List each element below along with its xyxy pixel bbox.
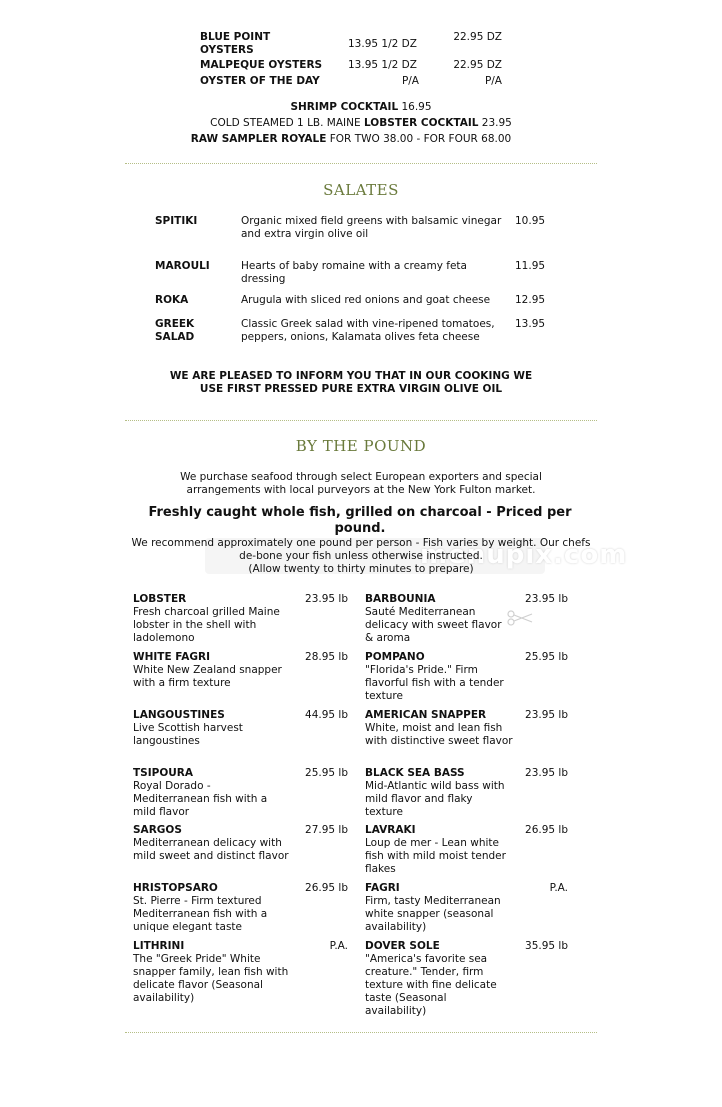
fish-price: 23.95 lb — [525, 767, 568, 779]
fish-name: LOBSTER — [133, 593, 187, 605]
salad-name: SPITIKI — [155, 215, 198, 227]
fish-description: Live Scottish harvest langoustines — [133, 722, 243, 747]
fish-price: 25.95 lb — [525, 651, 568, 663]
oyster-half-price: 13.95 1/2 DZ — [348, 59, 417, 71]
fish-description: Sauté Mediterranean delicacy with sweet flavor & aroma — [365, 606, 502, 644]
fish-name: FAGRI — [365, 882, 400, 894]
fish-description: White New Zealand snapper with a firm texture — [133, 664, 282, 689]
fish-description: Mediterranean delicacy with mild sweet and distinct flavor — [133, 837, 289, 862]
fish-name: TSIPOURA — [133, 767, 193, 779]
shrimp-cocktail-price: 16.95 — [401, 101, 432, 113]
salad-price: 11.95 — [515, 260, 546, 272]
salad-name: GREEK SALAD — [155, 318, 195, 343]
salad-name: ROKA — [155, 294, 189, 306]
salad-price: 13.95 — [515, 318, 546, 330]
oyster-name: OYSTER OF THE DAY — [200, 75, 320, 87]
oyster-dozen-price: 22.95 DZ — [453, 31, 502, 43]
fish-name: HRISTOPSARO — [133, 882, 218, 894]
salad-description: Classic Greek salad with vine-ripened tomatoes, peppers, onions, Kalamata olives feta cheese — [241, 318, 495, 343]
raw-sampler-line — [0, 133, 702, 146]
lobster-cocktail-price: 23.95 — [481, 117, 512, 129]
salad-description: Arugula with sliced red onions and goat cheese — [241, 294, 491, 306]
olive-oil-notice: WE ARE PLEASED TO INFORM YOU THAT IN OUR COOKING WE USE FIRST PRESSED PURE EXTRA VIRGIN OLIVE OIL — [169, 370, 533, 395]
watermark-logo: menupix.com — [420, 540, 628, 570]
lobster-cocktail-name: LOBSTER COCKTAIL — [363, 117, 479, 129]
fish-price: 28.95 lb — [305, 651, 348, 663]
fish-price: 26.95 lb — [305, 882, 348, 894]
raw-sampler-name: RAW SAMPLER ROYALE — [190, 133, 327, 145]
fish-description: Fresh charcoal grilled Maine lobster in the shell with ladolemono — [133, 606, 280, 644]
fish-price: 27.95 lb — [305, 824, 348, 836]
fish-name: LAVRAKI — [365, 824, 416, 836]
fish-name: BLACK SEA BASS — [365, 767, 465, 779]
fish-price: 23.95 lb — [525, 709, 568, 721]
fish-description: White, moist and lean fish with distinctive sweet flavor — [365, 722, 513, 747]
salates-title: SALATES — [323, 181, 399, 199]
fish-description: Royal Dorado - Mediterranean fish with a mild flavor — [133, 780, 268, 818]
fish-name: WHITE FAGRI — [133, 651, 210, 663]
fish-name: BARBOUNIA — [365, 593, 436, 605]
salad-description: Hearts of baby romaine with a creamy feta dressing — [241, 260, 467, 285]
fish-name: LITHRINI — [133, 940, 185, 952]
oyster-dozen-price: P/A — [484, 75, 502, 87]
shrimp-cocktail-name: SHRIMP COCKTAIL — [290, 101, 399, 113]
salad-name: MAROULI — [155, 260, 210, 272]
lobster-cocktail-prefix: COLD STEAMED 1 LB. MAINE — [210, 117, 361, 129]
fish-price: 23.95 lb — [525, 593, 568, 605]
oyster-half-price: 13.95 1/2 DZ — [348, 38, 417, 50]
fish-name: DOVER SOLE — [365, 940, 440, 952]
lobster-cocktail-line — [0, 117, 722, 130]
fish-price: P.A. — [329, 940, 348, 952]
fish-name: POMPANO — [365, 651, 425, 663]
salad-price: 10.95 — [515, 215, 546, 227]
raw-sampler-prices: FOR TWO 38.00 - FOR FOUR 68.00 — [329, 133, 512, 145]
section-divider — [125, 1032, 597, 1033]
whole-fish-headline: Freshly caught whole fish, grilled on charcoal - Priced per pound. — [148, 505, 572, 536]
fish-name: SARGOS — [133, 824, 182, 836]
fish-description: Mid-Atlantic wild bass with mild flavor and flaky texture — [365, 780, 505, 818]
fish-price: 35.95 lb — [525, 940, 568, 952]
by-the-pound-title: BY THE POUND — [295, 437, 427, 455]
salad-price: 12.95 — [515, 294, 546, 306]
fish-description: St. Pierre - Firm textured Mediterranean fish with a unique elegant taste — [133, 895, 268, 933]
fish-price: 44.95 lb — [305, 709, 348, 721]
prep-time-note: (Allow twenty to thirty minutes to prepare) — [248, 563, 474, 575]
fish-description: Firm, tasty Mediterranean white snapper (seasonal availability) — [365, 895, 501, 933]
fish-price: 25.95 lb — [305, 767, 348, 779]
scissors-icon — [506, 610, 534, 626]
fish-name: AMERICAN SNAPPER — [365, 709, 487, 721]
fish-description: Loup de mer - Lean white fish with mild moist tender flakes — [365, 837, 506, 875]
fish-description: "America's favorite sea creature." Tender, firm texture with fine delicate taste (Seasonal availability) — [365, 953, 497, 1017]
oyster-name: MALPEQUE OYSTERS — [200, 59, 323, 71]
fish-description: The "Greek Pride" White snapper family, lean fish with delicate flavor (Seasonal availability) — [133, 953, 289, 1004]
oyster-half-price: P/A — [401, 75, 419, 87]
oyster-dozen-price: 22.95 DZ — [453, 59, 502, 71]
fish-price: 26.95 lb — [525, 824, 568, 836]
portion-note: We recommend approximately one pound per person - Fish varies by weight. Our chefs de-bone your fish unless otherwise instructed. — [131, 537, 591, 562]
fish-price: 23.95 lb — [305, 593, 348, 605]
section-divider — [125, 163, 597, 164]
shrimp-cocktail-line — [0, 101, 722, 114]
fish-description: "Florida's Pride." Firm flavorful fish with a tender texture — [365, 664, 504, 702]
fish-price: P.A. — [549, 882, 568, 894]
oyster-name: BLUE POINT OYSTERS — [200, 31, 271, 56]
fish-name: LANGOUSTINES — [133, 709, 225, 721]
section-divider — [125, 420, 597, 421]
salad-description: Organic mixed field greens with balsamic vinegar and extra virgin olive oil — [241, 215, 502, 240]
purchase-intro: We purchase seafood through select European exporters and special arrangements with local purveyors at the New York Fulton market. — [180, 471, 542, 496]
